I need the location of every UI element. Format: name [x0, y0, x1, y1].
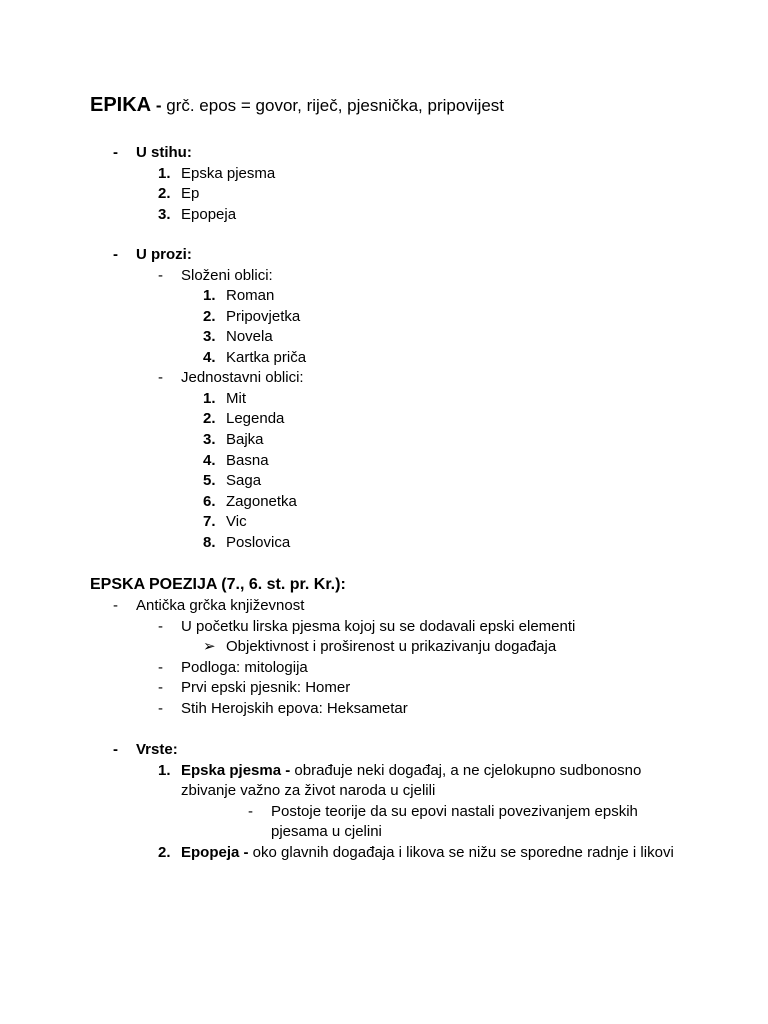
item-number: 8. — [203, 534, 216, 551]
item-number: 6. — [203, 493, 216, 510]
title-main: EPIKA — [90, 94, 152, 116]
section-label: U prozi: — [136, 246, 192, 263]
bullet-dash: - — [113, 597, 118, 614]
item-text: Mit — [226, 390, 246, 407]
item-text: Prvi epski pjesnik: Homer — [181, 679, 351, 696]
title-subtitle: grč. epos = govor, riječ, pjesnička, pripovijest — [166, 96, 505, 115]
item-text: Ep — [181, 185, 200, 202]
bullet-dash: - — [158, 369, 163, 386]
item-number: 4. — [203, 452, 216, 469]
item-number: 4. — [203, 349, 216, 366]
bullet-dash: - — [248, 803, 253, 820]
item-number: 1. — [203, 287, 216, 304]
item-number: 2. — [203, 308, 216, 325]
bullet-dash: - — [113, 246, 118, 263]
item-text: U početku lirska pjesma kojoj su se dodavali epski elementi — [181, 618, 576, 635]
item-text: Basna — [226, 452, 269, 469]
item-text: pjesama u cjelini — [271, 823, 382, 840]
section-label: U stihu: — [136, 144, 192, 161]
section-heading: EPSKA POEZIJA (7., 6. st. pr. Kr.): — [90, 576, 346, 593]
item-text: Zagonetka — [226, 493, 297, 510]
term: Epska pjesma - — [181, 762, 291, 779]
bullet-dash: - — [158, 267, 163, 284]
item-number: 2. — [203, 410, 216, 427]
bullet-dash: - — [158, 618, 163, 635]
item-text: Vic — [226, 513, 247, 530]
bullet-dash: - — [158, 700, 163, 717]
arrow-bullet-icon: ➢ — [203, 638, 216, 655]
item-number: 2. — [158, 185, 171, 202]
definition: oko glavnih događaja i likova se nižu se sporedne radnje i likovi — [248, 844, 674, 861]
item-text: Poslovica — [226, 534, 291, 551]
document-title — [90, 92, 504, 120]
term: Epopeja - — [181, 844, 249, 861]
item-text: Postoje teorije da su epovi nastali povezivanjem epskih — [271, 803, 638, 820]
section-label: Vrste: — [136, 741, 178, 758]
item-text — [181, 843, 674, 863]
item-text: Antička grčka književnost — [136, 597, 305, 614]
item-text: Roman — [226, 287, 275, 304]
bullet-dash: - — [113, 144, 118, 161]
item-text: Legenda — [226, 410, 285, 427]
item-number: 3. — [158, 206, 171, 223]
definition: obrađuje neki događaj, a ne cjelokupno sudbonosno — [290, 762, 642, 779]
bullet-dash: - — [158, 679, 163, 696]
item-text: Stih Herojskih epova: Heksametar — [181, 700, 408, 717]
title-dash: - — [151, 96, 167, 115]
item-text: zbivanje važno za život naroda u cjelili — [181, 782, 436, 799]
item-number: 3. — [203, 328, 216, 345]
item-text: Objektivnost i proširenost u prikazivanju događaja — [226, 638, 557, 655]
item-number: 1. — [203, 390, 216, 407]
item-number: 5. — [203, 472, 216, 489]
item-number: 1. — [158, 165, 171, 182]
item-text: Pripovjetka — [226, 308, 301, 325]
item-text: Novela — [226, 328, 273, 345]
item-text: Kartka priča — [226, 349, 307, 366]
sublist-label: Složeni oblici: — [181, 267, 273, 284]
item-number: 1. — [158, 762, 171, 779]
item-text — [181, 761, 641, 781]
item-text: Podloga: mitologija — [181, 659, 308, 676]
item-text: Saga — [226, 472, 262, 489]
item-text: Epska pjesma — [181, 165, 276, 182]
bullet-dash: - — [113, 741, 118, 758]
item-text: Bajka — [226, 431, 264, 448]
item-number: 7. — [203, 513, 216, 530]
item-number: 3. — [203, 431, 216, 448]
item-text: Epopeja — [181, 206, 237, 223]
sublist-label: Jednostavni oblici: — [181, 369, 304, 386]
item-number: 2. — [158, 844, 171, 861]
bullet-dash: - — [158, 659, 163, 676]
